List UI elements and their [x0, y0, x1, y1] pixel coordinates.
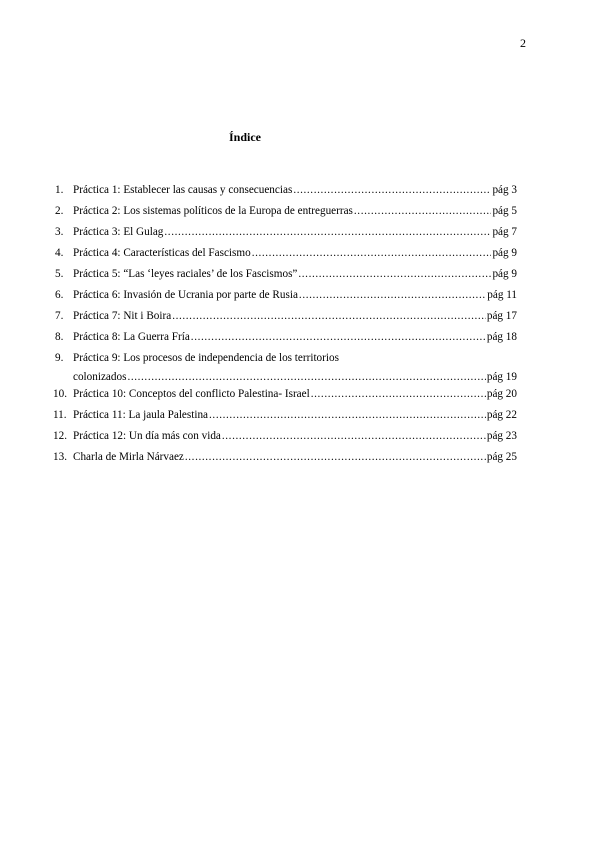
toc-item-number: 4. [55, 247, 64, 259]
toc-item-page: pág 7 [492, 226, 517, 238]
toc-item-number: 5. [55, 268, 64, 280]
toc-item-number: 8. [55, 331, 64, 343]
toc-item-number: 7. [55, 310, 64, 322]
toc-item-5 [55, 267, 517, 288]
toc-item-title: Práctica 12: Un día más con vida [73, 430, 221, 442]
toc-item-1 [55, 183, 517, 204]
toc-item-page: pág 23 [486, 430, 517, 442]
toc-item-11 [55, 408, 517, 429]
toc-leader-dots [164, 225, 491, 239]
toc-item-6 [55, 288, 517, 309]
toc-item-number: 9. [55, 352, 64, 364]
toc-leader-dots [299, 288, 486, 302]
toc-item-number: 6. [55, 289, 64, 301]
toc-item-number: 13. [53, 451, 67, 463]
toc-leader-dots [191, 330, 486, 344]
toc-leader-dots [172, 309, 486, 323]
toc-item-number: 11. [53, 409, 67, 421]
toc-item-line [73, 387, 517, 401]
toc-item-number: 12. [53, 430, 67, 442]
toc-item-title: Práctica 4: Características del Fascismo [73, 247, 251, 259]
toc-item-line [73, 309, 517, 323]
toc-item-title: Práctica 11: La jaula Palestina [73, 409, 209, 421]
toc-item-10 [55, 387, 517, 408]
toc-item-page: pág 19 [486, 371, 517, 383]
toc-item-page: pág 25 [486, 451, 517, 463]
toc-item-line [73, 225, 517, 239]
toc-leader-dots [354, 204, 492, 218]
toc-item-title: Práctica 8: La Guerra Fría [73, 331, 190, 343]
toc-item-title: Práctica 1: Establecer las causas y consecuencias [73, 184, 293, 196]
toc-item-13 [55, 450, 517, 471]
toc-item-page: pág 20 [486, 388, 517, 400]
toc-item-line [73, 183, 517, 197]
page-number: 2 [520, 36, 526, 50]
toc-leader-dots [252, 246, 492, 260]
toc-item-page: pág 22 [486, 409, 517, 421]
toc-item-title: Charla de Mirla Nárvaez [73, 451, 184, 463]
toc-leader-dots [298, 267, 491, 281]
toc-item-title: Práctica 7: Nit i Boira [73, 310, 172, 322]
toc-item-page: pág 17 [486, 310, 517, 322]
toc-item-line [73, 370, 517, 384]
toc-item-title: colonizados [73, 371, 127, 383]
toc-item-number: 1. [55, 184, 64, 196]
toc-item-title: Práctica 10: Conceptos del conflicto Palestina- Israel [73, 388, 310, 400]
toc-item-3 [55, 225, 517, 246]
toc-leader-dots [222, 429, 486, 443]
toc-item-12 [55, 429, 517, 450]
toc-item-title: Práctica 5: “Las ‘leyes raciales’ de los Fascismos” [73, 268, 298, 280]
toc-item-line [73, 330, 517, 344]
toc-item-number: 10. [53, 388, 67, 400]
toc-leader-dots [311, 387, 486, 401]
toc-item-title: Práctica 6: Invasión de Ucrania por parte de Rusia [73, 289, 298, 301]
toc-item-page: pág 3 [492, 184, 517, 196]
toc-item-4 [55, 246, 517, 267]
toc-item-number: 2. [55, 205, 64, 217]
toc-item-title-line1: Práctica 9: Los procesos de independencia de los territorios [73, 352, 339, 364]
page-title: Índice [228, 130, 261, 144]
toc-item-page: pág 18 [486, 331, 517, 343]
toc-item-7 [55, 309, 517, 330]
toc-item-line [73, 246, 517, 260]
toc-item-9 [55, 351, 517, 387]
toc-item-page: pág 9 [492, 247, 517, 259]
toc-item-8 [55, 330, 517, 351]
toc-item-2 [55, 204, 517, 225]
toc-item-line [73, 450, 517, 464]
toc-item-title: Práctica 3: El Gulag [73, 226, 164, 238]
toc-item-page: pág 11 [487, 289, 517, 301]
toc-item-line [73, 288, 517, 302]
toc-leader-dots [127, 370, 485, 384]
toc-item-line [73, 429, 517, 443]
toc-item-page: pág 5 [492, 205, 517, 217]
toc-leader-dots [209, 408, 486, 422]
toc-item-page: pág 9 [492, 268, 517, 280]
toc-item-line [73, 267, 517, 281]
toc-item-line [73, 204, 517, 218]
table-of-contents [55, 183, 517, 471]
toc-leader-dots [185, 450, 486, 464]
toc-item-title: Práctica 2: Los sistemas políticos de la Europa de entreguerras [73, 205, 353, 217]
toc-item-line [73, 408, 517, 422]
toc-leader-dots [293, 183, 491, 197]
toc-item-number: 3. [55, 226, 64, 238]
